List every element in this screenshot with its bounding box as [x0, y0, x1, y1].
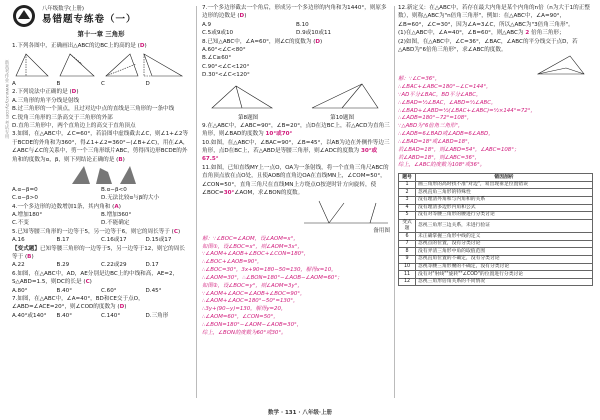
row-text: 忽视直角位置的不确定，没有分类讨论	[416, 256, 593, 264]
option-c: C.22或29	[101, 262, 127, 269]
option-b: B.40°	[56, 312, 73, 319]
chapter-title: 第十一章 三角形	[77, 30, 125, 38]
option-a: A.增加180°	[12, 212, 43, 219]
solution-line: ∴∠BAC+∠ABC=180°−∠C=144°，	[398, 84, 492, 91]
figure-q3	[12, 164, 188, 186]
side-watermark: 新高考作业 www.xcyzy.com 考试专用	[4, 60, 9, 139]
row-text: 没有理清多边形内角和公式	[416, 204, 593, 212]
column-header: 题号	[399, 174, 416, 182]
option-c: C.140°	[101, 312, 121, 319]
solution-line: 解：∵∠BOC=∠AOM，设∠AOM=x°，	[202, 235, 299, 242]
figure-labels	[202, 114, 390, 122]
column-1	[12, 4, 190, 320]
question-6: 6.如图，在△ABC中，AD，AE分别是边BC上的中线和高，AE=2，S△ABD=1.5，则DC的长是 (C)	[12, 270, 179, 286]
option-c: C.16或17	[101, 237, 127, 244]
row-number: 4	[399, 204, 416, 212]
logo-icon	[12, 4, 36, 28]
row-number: 11	[399, 271, 416, 279]
footer-text: 数学 · 131 · 八年级·上册	[268, 410, 332, 416]
row-text: 忽视直角三角形的特殊性	[416, 189, 593, 197]
q5-options	[12, 236, 190, 244]
row-number: 2	[399, 189, 416, 197]
row-number: 1	[399, 181, 416, 189]
row-text: 忽视三角形倍角关系的不同情况	[416, 278, 593, 286]
question-10: 10.如图，在△ABC中，∠BAC=90°，∠B=45°，以AB为边在外侧作等边三角形，点D在BC上，若△ABD是等腰三角形，则∠ADC的度数为 30°或67.5°	[202, 139, 390, 163]
q8-option-b: B.∠C≥60°	[202, 55, 232, 62]
question-1: 1.下列各图中，正确画出△ABC的边BC上的高的是 (D)	[12, 42, 147, 49]
figure-q11	[204, 197, 390, 227]
row-number: 9	[399, 256, 416, 264]
table-row	[399, 212, 593, 220]
column-divider	[394, 6, 395, 398]
table-row	[399, 271, 593, 279]
question-7: 7.如图，在△ABC中，∠A=40°，BD和CE交于点O，∠ABD=∠ACE=20°，则∠COD的度数为 (D)	[12, 295, 144, 311]
q2-option-c: C.锐角三角形的三条高交于三角形的外部	[12, 114, 113, 121]
q6-options	[12, 287, 190, 295]
option-a: A.40°或140°	[12, 312, 47, 319]
question-9: 9.在△ABC中，∠ABC=90°，∠B=20°，点D在边BC上，若△ACD为直角三角形，则∠BAD的度数为 10°或70°	[202, 122, 390, 138]
q2-option-d: D.直角三角形中，两个直角边上的高交于直角顶点	[12, 122, 136, 129]
solution-11	[202, 236, 390, 338]
row-text: 没有对"射线""旋转""∠COD"的位置进行分类讨论	[416, 271, 593, 279]
option-b: B.增加360°	[101, 212, 132, 219]
solution-line: 如图①，设∠BOC=x°，则∠AOM=3x°，	[202, 243, 303, 250]
solution-line: 综上，∠ABC的度数为108°或36°。	[398, 162, 486, 169]
solution-line: 解：∵∠C=36°，	[398, 76, 441, 83]
solution-line: 如图②，设∠BOC=y°，则∠AOM=3y°，	[202, 282, 303, 289]
figure-11-label: 备用图	[373, 228, 390, 235]
option-d: D.15或17	[145, 237, 172, 244]
table-row	[399, 219, 593, 233]
solution-line: ∴∠BOC=30°，3x+90=180−50=130，解得x=10，	[202, 267, 337, 274]
solution-line: ∴∠BAD=18°或∠ABD=18°，	[398, 138, 474, 145]
row-text: 忽视三角形三边关系，未进行验证	[416, 219, 593, 233]
solution-line: 若∠BAD=18°，则∠ABD=54°，∠ABC=108°；	[398, 146, 520, 153]
solution-12	[398, 76, 593, 170]
figure-8-label: 第8题图	[237, 114, 259, 121]
question-7b: 7.一个多边形截去一个角后，形成另一个多边形的内角和为1440°，则原多边形的边数是 (D)	[202, 5, 387, 20]
table-row	[399, 181, 593, 189]
option-c: C.5或9或10	[202, 30, 234, 37]
q3-options	[12, 186, 190, 203]
solution-line: ∴∠BAD=½∠BAC，∠ABD=½∠ABC，	[398, 99, 497, 106]
option-b: B.29	[56, 262, 70, 269]
table-row	[399, 248, 593, 256]
q8-option-a: A.60°<∠C<80°	[202, 46, 246, 53]
solution-line: ∴3y+(90−y)=130，解得y=20，	[202, 306, 287, 313]
option-d: D.45°	[145, 287, 162, 294]
figure-10-label: 第10题图	[330, 114, 355, 121]
option-c: C.不变	[12, 220, 29, 227]
question-12: 12.新定义：在△ABC中，若存在最大内角是某个内角的n倍（n为大于1的正整数），则称△ABC为"n倍角三角形"，例如：在△ABC中，∠A=90°，∠B=60°，∠C=30°，因为∠A=3∠C，所以△ABC为"3倍角三角形"。	[398, 5, 590, 28]
q1-options	[12, 80, 190, 88]
row-text: 画三角形的高时找不准"对边"，易出现垂足位置错误	[416, 181, 593, 189]
row-text: 没有对等腰三角形的腰进行分类讨论	[416, 212, 593, 220]
variant-options	[12, 261, 190, 269]
solution-line: ∵△ABD为"6倍角三角形"，	[398, 123, 464, 130]
question-4: 4.一个多边形的边数增加1条，其内角和 (A)	[12, 203, 121, 210]
figure-q1	[12, 50, 188, 80]
option-b: B	[56, 81, 61, 87]
row-number: 8	[399, 248, 416, 256]
option-b: B.40°	[56, 287, 73, 294]
table-row	[399, 204, 593, 212]
option-d: D.三角形	[145, 312, 169, 319]
question-12-part-2: (2)如图，在△ABC中，∠C=36°，∠BAC，∠ABC的平分线交于点D，若△ABD为"6倍角三角形"，求∠ABC的度数。	[398, 38, 578, 53]
solution-line: ∴∠BON=180°−∠AOM−∠AOB=30°，	[202, 321, 303, 328]
page-footer	[0, 408, 600, 416]
option-a: A.22	[12, 262, 25, 269]
solution-line: ∵AD平分∠BAC，BD平分∠ABC，	[398, 92, 482, 98]
q8-option-c: C.90°<∠C<120°	[202, 63, 250, 70]
option-d: D.无法比较α与β的大小	[101, 195, 160, 202]
solution-line: 综上，∠BON的度数为60°或30°。	[202, 329, 287, 336]
solution-line: ∴∠ADB=6∠BAD或∠ADB=6∠ABD，	[398, 131, 494, 138]
option-d: D.9或10或11	[296, 30, 332, 37]
option-d: D	[145, 81, 150, 87]
table-row	[399, 263, 593, 271]
q8-option-d: D.30°<∠C<120°	[202, 72, 250, 79]
option-c: C.α−β>0	[12, 195, 38, 202]
page-title: 易错题专练卷（一）	[42, 13, 137, 25]
option-a: A.9	[202, 21, 212, 28]
solution-line: ∴∠BAD+∠ABD=½(∠BAC+∠ABC)=½×144°=72°，	[398, 107, 536, 114]
table-row	[399, 197, 593, 205]
q2-option-a: A.三角形的角平分线是射线	[12, 97, 80, 104]
figure-q12	[398, 54, 590, 76]
row-number: 3	[399, 197, 416, 205]
title-block	[12, 4, 190, 28]
option-c: C	[101, 81, 105, 87]
question-8: 8.已知△ABC中，∠A=60°，则∠C的度数为 (D)	[202, 38, 323, 45]
table-header-row	[399, 174, 593, 182]
q7b-options	[202, 21, 390, 38]
question-11: 11.如图，已知直线MY上一点O，OA为一条射线，将一个直角三角尺ABC的直角顶点放在点O处，且使AOB的直角边OA在直线MN上，∠COM=50°，∠CON=50°，直角三角尺在直线MN上方绕点O按逆时针方向旋转，使∠BOC=30°∠AOM，求∠BON的度数。	[202, 164, 389, 197]
variant-question: 【变式题】已知等腰三角形的一边等于5，另一边等于12，则它的周长等于 (B)	[12, 245, 185, 261]
q7-options	[12, 312, 190, 320]
solution-line: ∴∠AOM+∠AOC=180°−50°=130°，	[202, 298, 299, 305]
question-5: 5.已知等腰三角形的一边等于5，另一边等于6，则它的周长等于 (C)	[12, 228, 181, 235]
option-d: D.17	[145, 262, 159, 269]
row-text: 没有弄清三角形中角的取值范围	[416, 248, 593, 256]
q4-options	[12, 211, 190, 228]
row-number: 6	[399, 233, 416, 241]
option-a: A.80°	[12, 287, 28, 294]
row-number: 5	[399, 212, 416, 220]
table-row	[399, 233, 593, 241]
question-12-part-1: (1)在△ABC中，∠A=40°，∠B=60°，则△ABC为 2 倍角三角形；	[398, 30, 565, 37]
row-number: 变式题	[399, 219, 416, 233]
solution-line: ∴∠AOM=30°，∴∠BON=180°−∠AOB−∠AOM=60°；	[202, 274, 343, 281]
table-row	[399, 189, 593, 197]
solution-line: ∴∠ADB=180°−72°=108°，	[398, 115, 473, 122]
question-3: 3.如图，在△ABC中，∠C=60°，若沿图中虚线截去∠C，则∠1+∠2等于BCDE的外角和为360°，得∠1+∠2=360°−(∠B+∠C)，用在∠A，∠ABC与∠C的关系中，剪一个三角形纸片ABC，剪得四边形BCDE的外角和的度数为α，β，则下列结论正确的是 (B)	[12, 131, 189, 163]
solution-line: ∴∠BOC+∠AOB=90°，	[202, 259, 263, 266]
column-3	[398, 4, 593, 286]
solution-line: ∵∠AOM+∠AOB+∠BOC+∠CON=180°，	[202, 251, 310, 258]
option-a: A.α−β=0	[12, 186, 38, 193]
table-row	[399, 278, 593, 286]
option-b: B.17	[56, 237, 70, 244]
option-d: D.不能确定	[101, 220, 130, 227]
row-text: 忽视等腰三角形腰的不确定，没有分类讨论	[416, 263, 593, 271]
option-c: C.60°	[101, 287, 117, 294]
row-number: 12	[399, 278, 416, 286]
solution-line: 若∠ABD=18°，则∠ABC=36°，	[398, 154, 481, 161]
table-row	[399, 240, 593, 248]
table-row	[399, 256, 593, 264]
error-analysis-table	[398, 173, 593, 286]
option-a: A	[12, 81, 16, 87]
figures-q8-q10	[202, 80, 388, 114]
q2-option-b: B.过三角形的一个顶点，且过对边中点的直线是三角形的一条中线	[12, 106, 175, 113]
option-b: B.α−β<0	[101, 186, 127, 193]
row-number: 10	[399, 263, 416, 271]
grade-label: 八年级数学(上册)	[42, 5, 84, 12]
row-text: 忽视点的位置，没有分类讨论	[416, 240, 593, 248]
solution-line: ∵∠AOM+∠AOC=∠AOB+∠BOC=90°，	[202, 290, 306, 297]
column-header: 错因剖析	[416, 174, 593, 182]
option-a: A.16	[12, 237, 25, 244]
solution-line: ∴∠AOM=60°，∠CON=50°，	[202, 314, 279, 321]
row-text: 未正确掌握三角形中线的定义	[416, 233, 593, 241]
question-2: 2.下列说法中正确的是 (D)	[12, 89, 79, 96]
row-number: 7	[399, 240, 416, 248]
option-b: B.10	[296, 21, 309, 28]
column-2	[202, 4, 390, 338]
row-text: 没有理清外角和与内角和的关系	[416, 197, 593, 205]
column-divider	[196, 6, 197, 398]
